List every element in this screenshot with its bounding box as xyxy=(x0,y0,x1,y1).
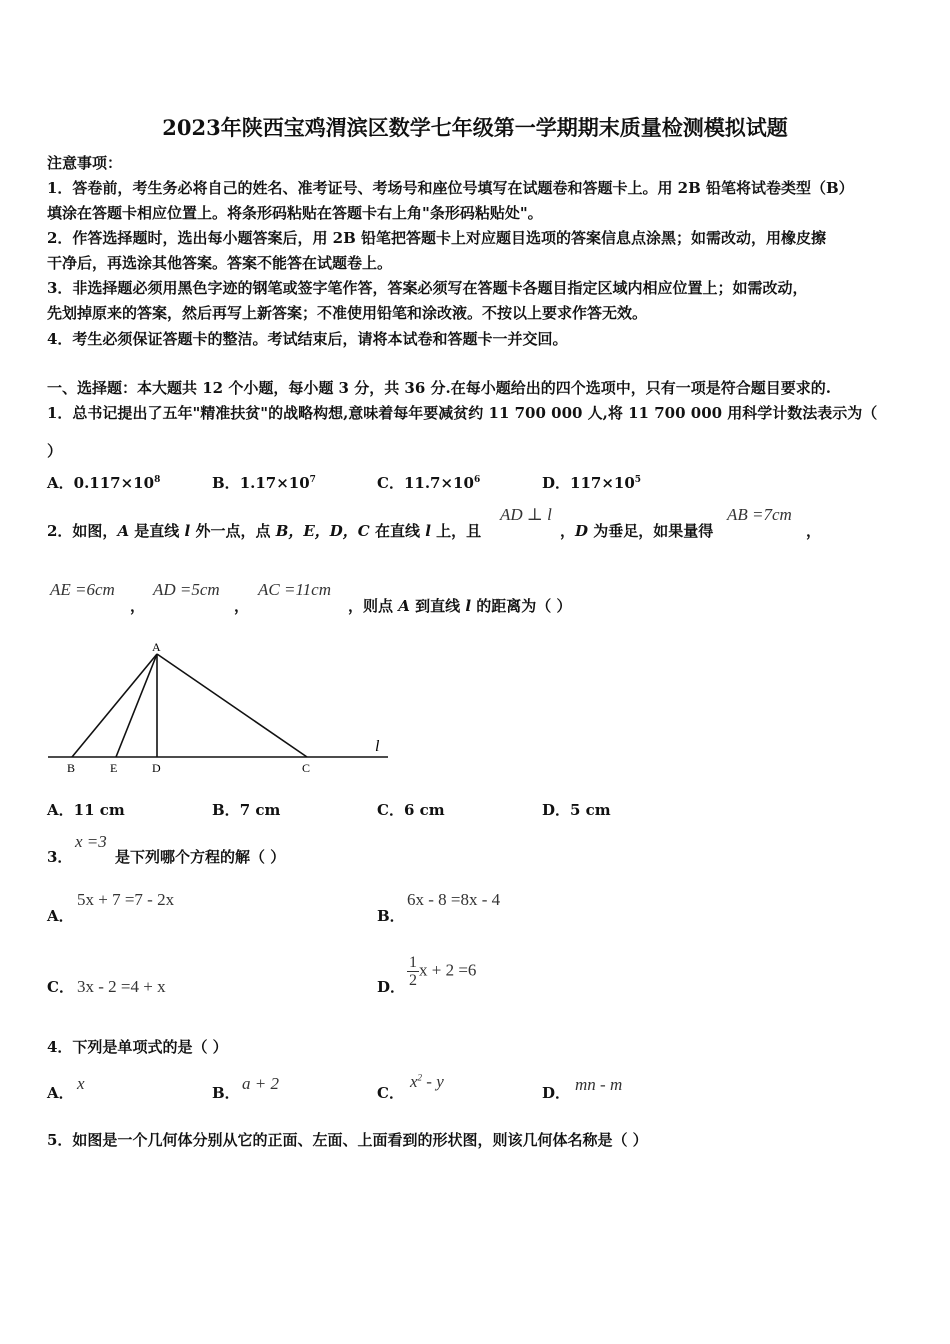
q3-option-d-expr[interactable]: $\frac{1}{2}$ x + 2 =6 xyxy=(409,954,477,989)
notice-heading: 注意事项： xyxy=(47,154,123,172)
q4-option-c-label[interactable]: C． xyxy=(377,1084,404,1102)
q3-option-b-expr[interactable]: 6x - 8 =8x - 4 xyxy=(407,890,501,909)
q3-option-a-label[interactable]: A． xyxy=(47,907,74,925)
question-2-stem-cont: ，D 为垂足，如果量得 xyxy=(560,522,714,540)
section-heading: 一、选择题：本大题共 12 个小题，每小题 3 分，共 36 分.在每小题给出的四个选项中，只有一项是符合题目要求的. xyxy=(47,379,831,397)
q3-x-value: x =3 xyxy=(75,832,107,851)
q4-option-a-label[interactable]: A． xyxy=(47,1084,74,1102)
notice-line: 1．答卷前，考生务必将自己的姓名、准考证号、考场号和座位号填写在试题卷和答题卡上。用 2B 铅笔将试卷类型（B） xyxy=(47,179,854,197)
q1-option-a[interactable]: A．$0.117\times 10^8$ xyxy=(47,474,161,492)
question-3-number: 3． xyxy=(47,848,73,866)
q3-option-d-fraction: $\frac{1}{2}$ xyxy=(409,954,417,989)
q2-ab-measure: AB =7cm xyxy=(727,505,792,524)
page-title: 2023年陕西宝鸡渭滨区数学七年级第一学期期末质量检测模拟试题 xyxy=(162,115,788,140)
q2-perp-expr: AD ⊥ l xyxy=(500,505,552,524)
point-a-label: A xyxy=(152,640,161,654)
q2-triangle-figure xyxy=(40,635,400,780)
q2-ad-measure: AD =5cm xyxy=(153,580,220,599)
q1-option-c[interactable]: C．$11.7\times 10^6$ xyxy=(377,474,481,492)
question-1-stem-end: ） xyxy=(47,442,63,460)
point-e-label: E xyxy=(110,761,118,775)
q2-option-a[interactable]: A．11 cm xyxy=(47,801,125,819)
q4-option-d-expr[interactable]: mn - m xyxy=(575,1075,623,1094)
point-b-label: B xyxy=(67,761,76,775)
q3-option-c-label[interactable]: C． xyxy=(47,978,74,996)
q2-ae-measure: AE =6cm xyxy=(50,580,115,599)
q2-comma: ， xyxy=(130,597,146,615)
q2-comma: ， xyxy=(806,522,822,540)
segment-ab xyxy=(72,654,157,757)
q4-option-b-label[interactable]: B． xyxy=(212,1084,240,1102)
point-d-label: D xyxy=(152,761,161,775)
q3-option-c-expr[interactable]: 3x - 2 =4 + x xyxy=(77,977,166,996)
q2-stem-tail: ，则点 A 到直线 l 的距离为（ ） xyxy=(348,597,572,615)
notice-line: 先划掉原来的答案，然后再写上新答案；不准使用铅笔和涂改液。不按以上要求作答无效。 xyxy=(47,304,648,322)
q4-option-a-expr[interactable]: x xyxy=(77,1074,85,1093)
q4-option-d-label[interactable]: D． xyxy=(542,1084,571,1102)
question-4-stem: 4．下列是单项式的是（ ） xyxy=(47,1038,228,1056)
q3-option-a-expr[interactable]: 5x + 7 =7 - 2x xyxy=(77,890,175,909)
q2-option-d[interactable]: D．5 cm xyxy=(542,801,611,819)
notice-line: 干净后，再选涂其他答案。答案不能答在试题卷上。 xyxy=(47,254,393,272)
segment-ae xyxy=(116,654,157,757)
q1-option-b[interactable]: B．$1.17\times 10^7$ xyxy=(212,474,316,492)
segment-ac xyxy=(157,654,307,757)
q2-ac-measure: AC =11cm xyxy=(258,580,332,599)
notice-line: 3．非选择题必须用黑色字迹的钢笔或签字笔作答，答案必须写在答题卡各题目指定区域内相应位置上；如需改动， xyxy=(47,279,808,297)
question-1-stem: 1．总书记提出了五年"精准扶贫"的战略构想,意味着每年要减贫约 11 700 000 人,将 11 700 000 用科学计数法表示为（ xyxy=(47,404,878,422)
question-5-stem: 5．如图是一个几何体分别从它的正面、左面、上面看到的形状图，则该几何体名称是（ ） xyxy=(47,1131,648,1149)
notice-line: 4．考生必须保证答题卡的整洁。考试结束后，请将本试卷和答题卡一并交回。 xyxy=(47,330,568,348)
q3-option-d-label[interactable]: D． xyxy=(377,978,406,996)
q4-option-c-expr[interactable]: $x^2$ - y xyxy=(410,1072,444,1091)
q3-option-b-label[interactable]: B． xyxy=(377,907,405,925)
q1-option-d[interactable]: D．$117\times 10^5$ xyxy=(542,474,642,492)
question-3-stem: 是下列哪个方程的解（ ） xyxy=(115,848,286,866)
q4-option-b-expr[interactable]: a + 2 xyxy=(242,1074,279,1093)
q2-option-b[interactable]: B．7 cm xyxy=(212,801,281,819)
notice-line: 2．作答选择题时，选出每小题答案后，用 2B 铅笔把答题卡上对应题目选项的答案信息点涂黑；如需改动，用橡皮擦 xyxy=(47,229,827,247)
notice-line: 填涂在答题卡相应位置上。将条形码粘贴在答题卡右上角"条形码粘贴处"。 xyxy=(47,204,543,222)
q2-comma: ， xyxy=(234,597,250,615)
line-l-label: l xyxy=(375,738,380,755)
point-c-label: C xyxy=(302,761,311,775)
question-2-stem: 2．如图，A 是直线 l 外一点，点 B，E，D，C 在直线 l 上，且 xyxy=(47,522,482,540)
q2-option-c[interactable]: C．6 cm xyxy=(377,801,445,819)
